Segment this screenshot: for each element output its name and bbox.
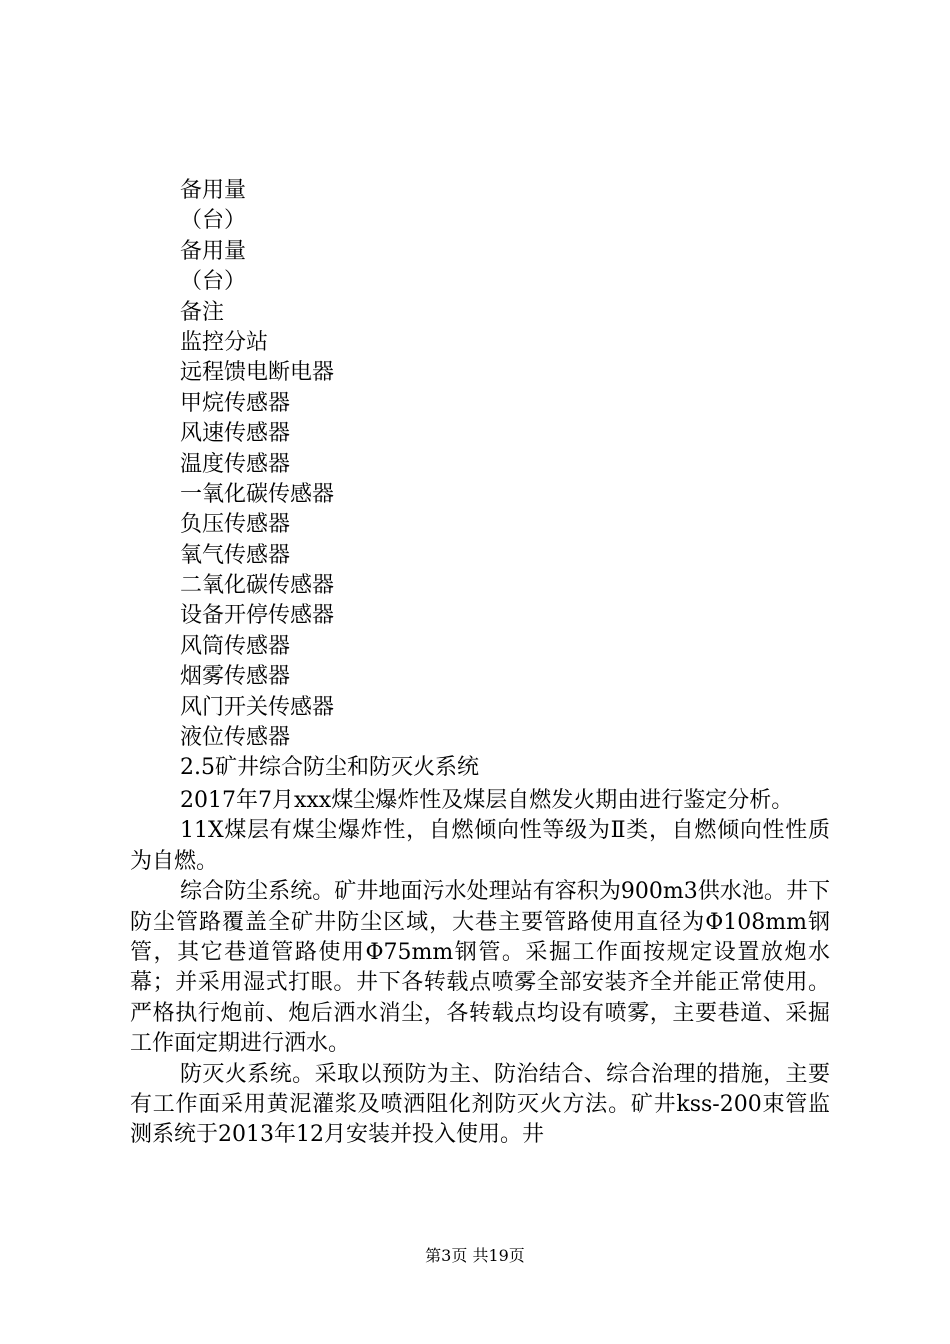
paragraph: 11X煤层有煤尘爆炸性，自燃倾向性等级为Ⅱ类，自燃倾向性性质为自燃。 (130, 818, 830, 874)
body-text (130, 786, 830, 1151)
list-item: （台） (180, 208, 247, 234)
paragraph: 防灭火系统。采取以预防为主、防治结合、综合治理的措施，主要有工作面采用黄泥灌浆及喷洒阻化剂防灭火方法。矿井kss-200束管监测系统于2013年12月安装并投入使用。井 (130, 1061, 830, 1148)
list-item: 设备开停传感器 (180, 603, 335, 629)
list-item: 烟雾传感器 (180, 664, 291, 690)
list-item: 二氧化碳传感器 (180, 573, 335, 599)
list-item: 一氧化碳传感器 (180, 481, 335, 507)
list-item: 备注 (180, 299, 225, 325)
list-item: 负压传感器 (180, 512, 291, 538)
list-item: 液位传感器 (180, 725, 291, 751)
list-item: 甲烷传感器 (180, 390, 291, 416)
page-footer: 第3页 共19页 (425, 1246, 525, 1265)
list-item: 远程馈电断电器 (180, 360, 335, 386)
list-item: 风门开关传感器 (180, 694, 335, 720)
equipment-list (180, 176, 840, 784)
list-item: 风速传感器 (180, 421, 291, 447)
list-item: （台） (180, 269, 247, 295)
list-item: 备用量 (180, 238, 247, 264)
section-heading: 2.5矿井综合防尘和防灭火系统 (180, 755, 479, 781)
list-item: 监控分站 (180, 329, 269, 355)
paragraph: 综合防尘系统。矿井地面污水处理站有容积为900m3供水池。井下防尘管路覆盖全矿井防尘区域，大巷主要管路使用直径为Φ108mm钢管，其它巷道管路使用Φ75mm钢管。采掘工作面按规定设置放炮水幕；并采用湿式打眼。井下各转载点喷雾全部安装齐全并能正常使用。严格执行炮前、炮后洒水消尘，各转载点均设有喷雾，主要巷道、采掘工作面定期进行洒水。 (130, 879, 830, 1057)
list-item: 温度传感器 (180, 451, 291, 477)
paragraph: 2017年7月xxx煤尘爆炸性及煤层自燃发火期由进行鉴定分析。 (180, 788, 794, 813)
list-item: 风筒传感器 (180, 633, 291, 659)
list-item: 备用量 (180, 178, 247, 203)
list-item: 氧气传感器 (180, 542, 291, 568)
